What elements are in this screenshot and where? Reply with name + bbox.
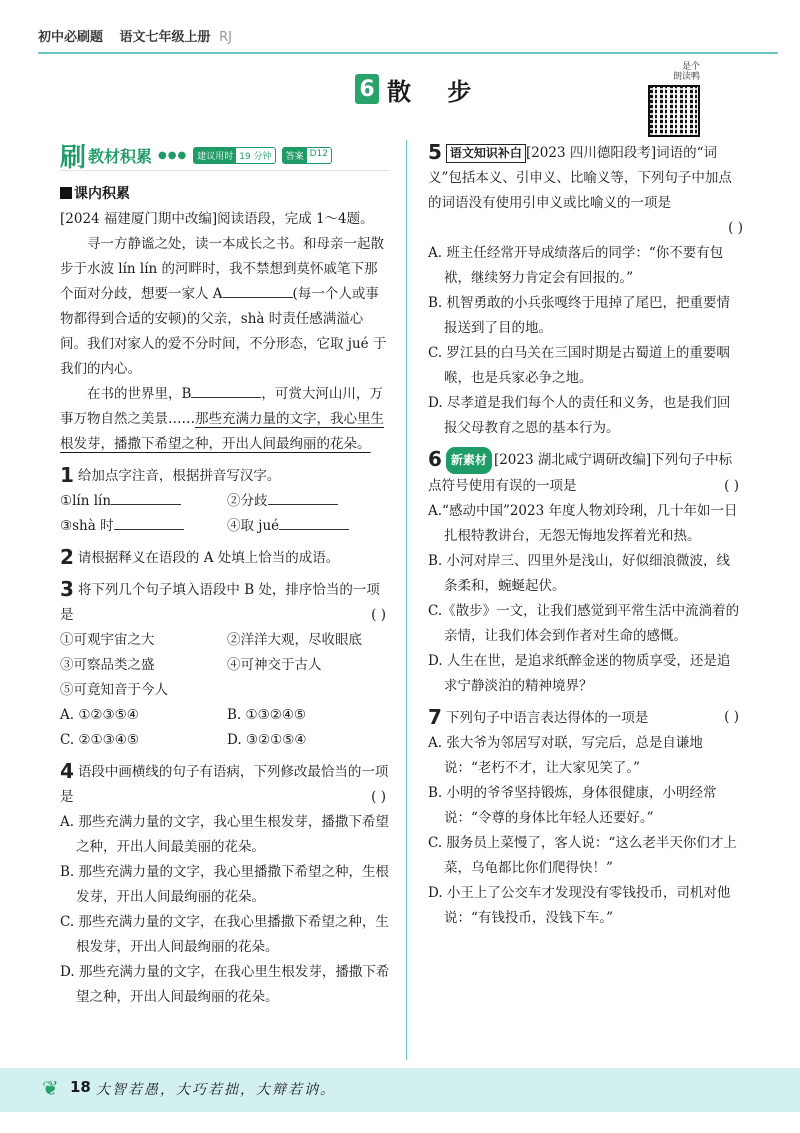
blank-a[interactable] xyxy=(223,283,293,298)
option-d[interactable]: D. 小王上了公交车才发现没有零钱投币，司机对他说：“有钱投币，没钱下车。” xyxy=(428,885,731,926)
option-d[interactable]: D. 那些充满力量的文字，在我心里生根发芽，播撒下希望之种，开出人间最绚丽的花朵。 xyxy=(60,964,390,1005)
option-d[interactable]: D. ③②①⑤④ xyxy=(227,732,307,748)
knowledge-label: 语文知识补白 xyxy=(446,144,526,163)
lesson-title: 散 步 xyxy=(387,77,486,106)
answer-tag: 答案 D12 xyxy=(282,147,332,164)
new-material-badge: 新素材 xyxy=(446,447,492,474)
series-name: 初中必刷题 xyxy=(38,30,104,45)
header-rule xyxy=(38,52,778,54)
passage-paragraph-1: 寻一方静谧之处，读一本成长之书。和母亲一起散步于水波 lín lín 的河畔时，我不禁想到莫怀戚笔下那个面对分歧，想要一家人 A (每一个人或事物都得到合适的安顿)的父亲，shà 时责任感满溢心间。我们对家人的爱不分时间，不分形态，它取 jué 于我们的内心。 xyxy=(60,236,387,377)
option-c[interactable]: C. 罗江县的白马关在三国时期是古蜀道上的重要咽喉，也是兵家必争之地。 xyxy=(428,345,730,386)
option-c[interactable]: C. 那些充满力量的文字，在我心里播撒下希望之种，生根发芽，开出人间最绚丽的花朵。 xyxy=(60,914,389,955)
page-number: 18 xyxy=(70,1078,91,1096)
option-d[interactable]: D. 人生在世，是追求纸醉金迷的物质享受，还是追求宁静淡泊的精神境界？ xyxy=(428,653,731,694)
question-6: 6 新素材 [2023 湖北咸宁调研改编]下列句子中标点符号使用有误的一项是 ( ) A.“感动中国”2023 年度人物刘玲琍，几十年如一日扎根特教讲台，无怨无悔地发挥着光和热。 B. 小河对岸三、四里外是浅山，好似细浪微波，线条柔和，蜿蜒起伏。 C.《散步》一文，让我们感觉到平常生活中流淌着的亲情，让我们体会到作者对生命的感慨。 D. 人生在世，是追求纸醉金迷的物质享受，还是追求宁静淡泊的精神境界？ xyxy=(428,447,743,699)
question-4: 4 语段中画横线的句子有语病，下列修改最恰当的一项是 ( ) A. 那些充满力量的文字，我心里生根发芽，播撒下希望之种，开出人间最美丽的花朵。 B. 那些充满力量的文字，我心里播撒下希望之种，生根发芽，开出人间最绚丽的花朵。 C. 那些充满力量的文字，在我心里播撒下希望之种，生根发芽，开出人间最绚丽的花朵。 D. 那些充满力量的文字，在我心里生根发芽，播撒下希望之种，开出人间最绚丽的花朵。 xyxy=(60,759,390,1010)
option-b[interactable]: B. 小河对岸三、四里外是浅山，好似细浪微波，线条柔和，蜿蜒起伏。 xyxy=(428,553,731,594)
option-b[interactable]: B. ①③②④⑤ xyxy=(227,707,307,723)
option-c[interactable]: C.《散步》一文，让我们感觉到平常生活中流淌着的亲情，让我们体会到作者对生命的感慨。 xyxy=(428,603,740,644)
dots-decoration: ●●● xyxy=(158,149,188,161)
answer-blank[interactable] xyxy=(114,515,184,530)
question-1: 1 给加点字注音，根据拼音写汉字。 ①lín lín ②分歧 ③shà 时 ④取 jué xyxy=(60,463,390,539)
option-c[interactable]: C. 服务员上菜慢了，客人说：“这么老半天你们才上菜，乌龟都比你们爬得快！” xyxy=(428,835,737,876)
brand-glyph: 刷 xyxy=(60,142,87,173)
answer-blank[interactable] xyxy=(268,490,338,505)
option-a[interactable]: A. 班主任经常开导成绩落后的同学：“你不要有包袱，继续努力肯定会有回报的。” xyxy=(428,245,724,286)
qr-code-block[interactable] xyxy=(648,62,700,134)
option-d[interactable]: D. 尽孝道是我们每个人的责任和义务，也是我们回报父母教育之恩的基本行为。 xyxy=(428,395,731,436)
column-divider xyxy=(406,140,407,1060)
underlined-sentence: 那些充满力量的文字，我心里生根发芽，播撒下希望之种，开出人间最绚丽的花朵。 xyxy=(60,411,384,452)
qr-caption-2: 朗读鸭 xyxy=(672,72,700,82)
right-column xyxy=(428,140,743,931)
option-b[interactable]: B. 机智勇敢的小兵张嘎终于甩掉了尾巴，把重要情报送到了目的地。 xyxy=(428,295,731,336)
qr-code-icon[interactable] xyxy=(648,85,700,137)
qr-caption-1: 是个 xyxy=(681,62,700,72)
section-header xyxy=(60,140,390,171)
question-2: 2 请根据释义在语段的 A 处填上恰当的成语。 xyxy=(60,545,340,569)
option-a[interactable]: A. 张大爷为邻居写对联，写完后，总是自谦地说：“老朽不才，让大家见笑了。” xyxy=(428,735,703,776)
passage-paragraph-2: 在书的世界里，B ，可赏大河山川，万事万物自然之美景……那些充满力量的文字，我心里生根发芽，播撒下希望之种，开出人间最绚丽的花朵。 xyxy=(60,382,390,457)
option-b[interactable]: B. 小明的爷爷坚持锻炼，身体很健康，小明经常说：“令尊的身体比年轻人还要好。” xyxy=(428,785,717,826)
lesson-number: 6 xyxy=(355,74,379,104)
leaf-icon: ❦ xyxy=(42,1076,59,1100)
passage-source: [2024 福建厦门期中改编]阅读语段，完成 1～4题。 xyxy=(60,211,374,227)
answer-blank[interactable] xyxy=(279,515,349,530)
edition-label: RJ xyxy=(219,30,232,45)
question-7: 7 下列句子中语言表达得体的一项是 ( ) A. 张大爷为邻居写对联，写完后，总是自谦地说：“老朽不才，让大家见笑了。” B. 小明的爷爷坚持锻炼，身体很健康，小明经常说：“令尊的身体比年轻人还要好。” C. 服务员上菜慢了，客人说：“这么老半天你们才上菜，乌龟都比你们爬得快！” D. 小王上了公交车才发现没有零钱投币，司机对他说：“有钱投币，没钱下车。” xyxy=(428,705,743,931)
option-a[interactable]: A. ①②③⑤④ xyxy=(60,707,139,723)
running-header xyxy=(38,26,778,50)
option-c[interactable]: C. ②①③④⑤ xyxy=(60,732,139,748)
left-column xyxy=(60,140,390,1010)
section-title: 教材积累 xyxy=(88,146,153,166)
option-a[interactable]: A.“感动中国”2023 年度人物刘玲琍，几十年如一日扎根特教讲台，无怨无悔地发挥着光和热。 xyxy=(428,503,738,544)
question-3: 3 将下列几个句子填入语段中 B 处，排序恰当的一项是 ( ) ①可观宇宙之大 ②洋洋大观，尽收眼底 ③可察品类之盛 ④可神交于古人 ⑤可竟知音于今人 A. ①②③⑤④ B. ①③②④⑤ C. ②①③④⑤ D. ③②①⑤④ xyxy=(60,577,390,753)
time-tag: 建议用时 19 分钟 xyxy=(193,147,275,164)
book-name: 语文七年级上册 xyxy=(119,30,211,45)
footer-motto: 大智若愚，大巧若拙，大辩若讷。 xyxy=(96,1082,336,1098)
option-b[interactable]: B. 那些充满力量的文字，我心里播撒下希望之种，生根发芽，开出人间最绚丽的花朵。 xyxy=(60,864,390,905)
answer-blank[interactable] xyxy=(111,490,181,505)
question-5: 5 语文知识补白 [2023 四川德阳段考]词语的“词义”包括本义、引申义、比喻义等，下列句子中加点的词语没有使用引申义或比喻义的一项是 ( ) A. 班主任经常开导成绩落后的同学：“你不要有包袱，继续努力肯定会有回报的。” B. 机智勇敢的小兵张嘎终于甩掉了尾巴，把重要情报送到了目的地。 C. 罗江县的白马关在三国时期是古蜀道上的重要咽喉，也是兵家必争之地。 D. 尽孝道是我们每个人的责任和义务，也是我们回报父母教育之恩的基本行为。 xyxy=(428,140,743,441)
subsection-title: 课内积累 xyxy=(60,183,390,203)
lesson-title-block xyxy=(355,72,485,106)
page-footer xyxy=(0,1068,800,1112)
blank-b[interactable] xyxy=(191,383,261,398)
option-a[interactable]: A. 那些充满力量的文字，我心里生根发芽，播撒下希望之种，开出人间最美丽的花朵。 xyxy=(60,814,389,855)
